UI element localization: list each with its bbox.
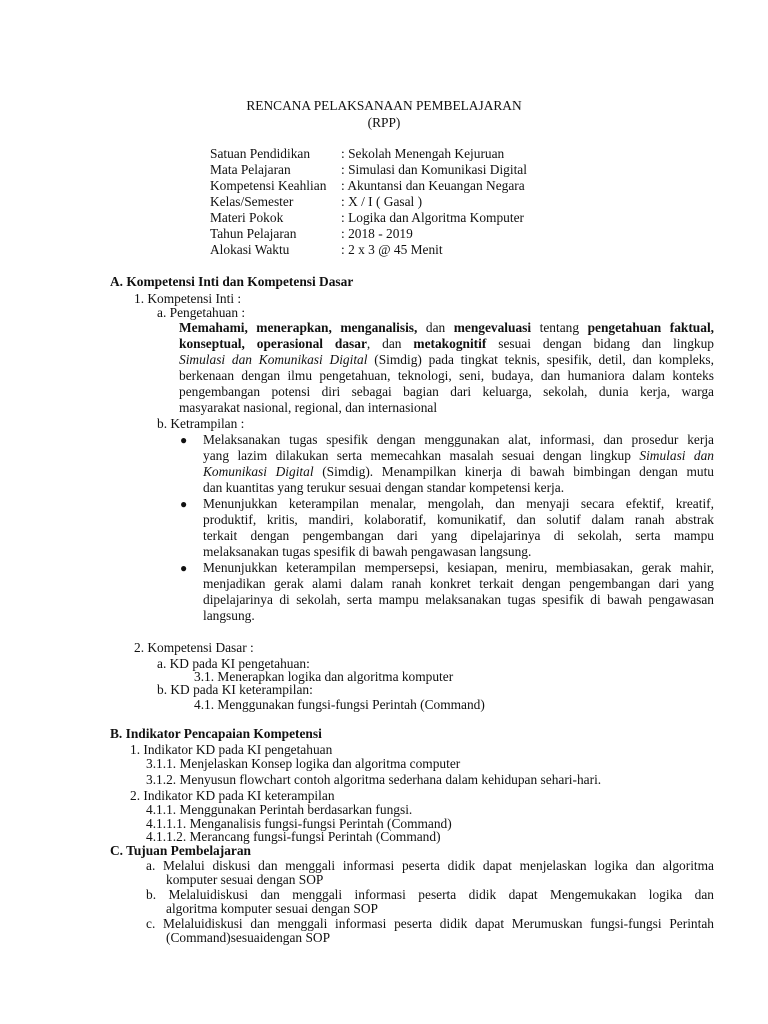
identity-label: Mata Pelajaran	[210, 162, 291, 177]
paragraph-line: Melaksanakan tugas spesifik dengan menggunakan alat, informasi, dan prosedur kerja	[203, 432, 714, 447]
indikator-subitem: 3.1.2. Menyusun flowchart contoh algoritma sederhana dalam kehidupan sehari-hari.	[146, 772, 602, 787]
page-title: RENCANA PELAKSANAAN PEMBELAJARAN	[246, 98, 522, 113]
kd-item: a. KD pada KI pengetahuan:	[157, 656, 310, 671]
indikator-item: 2. Indikator KD pada KI keterampilan	[130, 788, 335, 803]
tujuan-item-cont: (Command)sesuaidengan SOP	[166, 930, 331, 945]
paragraph-line: dan kuantitas yang terukur sesuai dengan standar kompetensi kerja.	[203, 480, 565, 495]
kd-heading: 2. Kompetensi Dasar :	[134, 640, 254, 655]
identity-label: Materi Pokok	[210, 210, 284, 225]
identity-label: Alokasi Waktu	[210, 242, 290, 257]
indikator-subitem: 4.1.1.2. Merancang fungsi-fungsi Perintah (Command)	[146, 829, 441, 844]
kd-subitem: 4.1. Menggunakan fungsi-fungsi Perintah (Command)	[194, 697, 485, 712]
paragraph-line: menjadikan gerak alami dalam ranah konkret terkait dengan pengembangan dari yang	[203, 576, 714, 591]
section-c-heading: C. Tujuan Pembelajaran	[110, 843, 251, 858]
paragraph-line: konseptual, operasional dasar, dan metakognitif sesuai dengan bidang dan lingkup	[179, 336, 714, 351]
pengetahuan-heading: a. Pengetahuan :	[157, 305, 246, 320]
tujuan-item-cont: algoritma komputer sesuai dengan SOP	[166, 901, 378, 916]
paragraph-line: Menunjukkan keterampilan menalar, mengolah, dan menyaji secara efektif, kreatif,	[203, 496, 714, 511]
identity-label: Kompetensi Keahlian	[210, 178, 327, 193]
identity-value: : 2018 - 2019	[341, 226, 413, 241]
indikator-subitem: 4.1.1. Menggunakan Perintah berdasarkan fungsi.	[146, 802, 413, 817]
paragraph-line: produktif, kritis, mandiri, kolaboratif, komunikatif, dan solutif dalam ranah abstrak	[203, 512, 714, 527]
paragraph-line: terkait dengan pengembangan dari yang dipelajarinya di sekolah, serta mampu	[203, 528, 714, 543]
indikator-item: 1. Indikator KD pada KI pengetahuan	[130, 742, 333, 757]
paragraph-line: Memahami, menerapkan, menganalisis, dan mengevaluasi tentang pengetahuan faktual,	[179, 320, 715, 335]
identity-label: Tahun Pelajaran	[210, 226, 297, 241]
tujuan-item: a. Melalui diskusi dan menggali informasi peserta didik dapat menjelaskan logika dan algoritma	[146, 858, 714, 873]
identity-label: Kelas/Semester	[210, 194, 294, 209]
identity-value: : Logika dan Algoritma Komputer	[341, 210, 524, 225]
paragraph-line: pengembangan potensi diri sebagai bagian dari keluarga, sekolah, dunia kerja, warga	[179, 384, 714, 399]
bullet-icon: ●	[180, 497, 188, 511]
paragraph-line: langsung.	[203, 608, 255, 623]
paragraph-line: melaksanakan tugas spesifik di bawah pengawasan langsung.	[203, 544, 532, 559]
identity-value: : 2 x 3 @ 45 Menit	[341, 242, 443, 257]
page-subtitle: (RPP)	[367, 115, 401, 130]
section-b-heading: B. Indikator Pencapaian Kompetensi	[110, 726, 322, 741]
indikator-subitem: 4.1.1.1. Menganalisis fungsi-fungsi Perintah (Command)	[146, 816, 452, 831]
paragraph-line: dipelajarinya di sekolah, serta mampu melaksanakan tugas spesifik di bawah pengawasan	[203, 592, 714, 607]
paragraph-line: masyarakat nasional, regional, dan internasional	[179, 400, 438, 415]
paragraph-line: Simulasi dan Komunikasi Digital (Simdig) pada tingkat teknis, spesifik, detil, dan kompleks,	[179, 352, 714, 367]
kd-item: b. KD pada KI keterampilan:	[157, 682, 313, 697]
tujuan-item: b. Melaluidiskusi dan menggali informasi peserta didik dapat Mengemukakan logika dan	[146, 887, 714, 902]
paragraph-line: yang lazim dilakukan serta memecahkan masalah sesuai dengan lingkup Simulasi dan	[203, 448, 714, 463]
ki-heading: 1. Kompetensi Inti :	[134, 291, 242, 306]
paragraph-line: berkenaan dengan ilmu pengetahuan, teknologi, seni, budaya, dan humaniora dalam konteks	[179, 368, 714, 383]
paragraph-line: Menunjukkan keterampilan mempersepsi, kesiapan, meniru, membiasakan, gerak mahir,	[203, 560, 714, 575]
identity-value: : X / I ( Gasal )	[341, 194, 423, 209]
tujuan-item-cont: komputer sesuai dengan SOP	[166, 872, 324, 887]
kd-subitem: 3.1. Menerapkan logika dan algoritma komputer	[194, 669, 454, 684]
identity-value: : Simulasi dan Komunikasi Digital	[341, 162, 527, 177]
identity-label: Satuan Pendidikan	[210, 146, 311, 161]
identity-value: : Sekolah Menengah Kejuruan	[341, 146, 505, 161]
keterampilan-heading: b. Ketrampilan :	[157, 416, 245, 431]
tujuan-item: c. Melaluidiskusi dan menggali informasi peserta didik dapat Merumuskan fungsi-fungsi Perintah	[146, 916, 714, 931]
identity-value: : Akuntansi dan Keuangan Negara	[341, 178, 525, 193]
bullet-icon: ●	[180, 561, 188, 575]
bullet-icon: ●	[180, 433, 188, 447]
paragraph-line: Komunikasi Digital (Simdig). Menampilkan kinerja di bawah bimbingan dengan mutu	[203, 464, 714, 479]
section-a-heading: A. Kompetensi Inti dan Kompetensi Dasar	[110, 274, 354, 289]
indikator-subitem: 3.1.1. Menjelaskan Konsep logika dan algoritma computer	[146, 756, 461, 771]
